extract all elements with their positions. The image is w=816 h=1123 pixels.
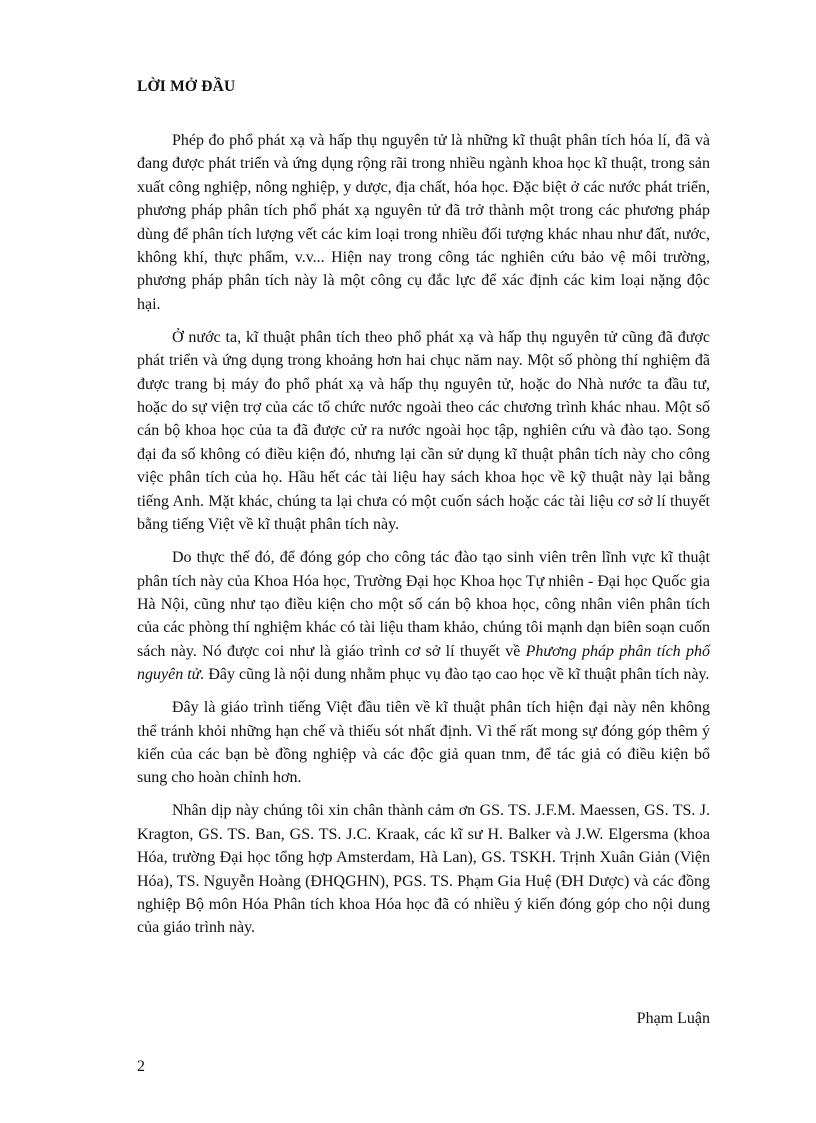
author-signature: Phạm Luận [636, 1010, 710, 1027]
paragraph-2: Ở nước ta, kĩ thuật phân tích theo phổ phát xạ và hấp thụ nguyên tử cũng đã được phát triển và ứng dụng trong khoảng hơn hai chục năm nay. Một số phòng thí nghiệm đã được trang bị máy đo phổ phát xạ và hấp thụ nguyên tử, hoặc do Nhà nước ta đầu tư, hoặc do sự viện trợ của các tổ chức nước ngoài theo các chương trình khác nhau. Một số cán bộ khoa học của ta đã được cử ra nước ngoài học tập, nghiên cứu và đào tạo. Song đại đa số không có điều kiện đó, nhưng lại cần sử dụng kĩ thuật phân tích này cho công việc phân tích của họ. Hầu hết các tài liệu hay sách khoa học về kỹ thuật này lại bằng tiếng Anh. Mặt khác, chúng ta lại chưa có một cuốn sách hoặc các tài liệu cơ sở lí thuyết bằng tiếng Việt về kĩ thuật phân tích này. [137, 328, 710, 534]
paragraph-3-start: Do thực thế đó, để đóng góp cho công tác đào tạo sinh viên trên lĩnh vực kĩ thuật phân tích này của Khoa Hóa học, Trường Đại học Khoa học Tự nhiên - Đại học Quốc gia Hà Nội, cũng như tạo điều kiện cho một số cán bộ khoa học, công nhân viên phân tích của các phòng thí nghiệm khác có tài liệu tham khảo, chúng tôi mạnh dạn biên soạn cuốn sách này. Nó được coi như là giáo trình cơ sở lí thuyết về [137, 549, 710, 660]
paragraph-3 [137, 546, 710, 686]
paragraph-3-end: Đây cũng là nội dung nhằm phục vụ đào tạo cao học về kĩ thuật phân tích này. [204, 666, 710, 684]
book-title-italic: Phương pháp phân tích phổ nguyên tử. [137, 642, 711, 684]
paragraph-5: Nhân dịp này chúng tôi xin chân thành cảm ơn GS. TS. J.F.M. Maessen, GS. TS. J. Kragton, GS. TS. Ban, GS. TS. J.C. Kraak, các kĩ sư H. Balker và J.W. Elgersma (khoa Hóa, trường Đại học tổng hợp Amsterdam, Hà Lan), GS. TSKH. Trịnh Xuân Giản (Viện Hóa), TS. Nguyễn Hoàng (ĐHQGHN), PGS. TS. Phạm Gia Huệ (ĐH Dược) và các đồng nghiệp Bộ môn Hóa Phân tích khoa Hóa học đã có nhiều ý kiến đóng góp cho nội dung của giáo trình này. [137, 802, 710, 937]
page-number: 2 [137, 1058, 145, 1075]
preface-body [137, 129, 710, 940]
paragraph-4: Đây là giáo trình tiếng Việt đầu tiên về kĩ thuật phân tích hiện đại này nên không thể tránh khỏi những hạn chế và thiếu sót nhất định. Vì thế rất mong sự đóng góp thêm ý kiến của các bạn bè đồng nghiệp và các độc giả quan tnm, để tác giả có điều kiện bổ sung cho hoàn chỉnh hơn. [137, 699, 710, 787]
page-title: LỜI MỞ ĐẦU [137, 78, 236, 95]
paragraph-1: Phép đo phổ phát xạ và hấp thụ nguyên tử là những kĩ thuật phân tích hóa lí, đã và đang được phát triển và ứng dụng rộng rãi trong nhiều ngành khoa học kĩ thuật, trong sản xuất công nghiệp, nông nghiệp, y dược, địa chất, hóa học. Đặc biệt ở các nước phát triển, phương pháp phân tích phổ phát xạ nguyên tử đã trở thành một trong các phương pháp dùng để phân tích lượng vết các kim loại trong nhiều đối tượng khác nhau như đất, nước, không khí, thực phẩm, v.v... Hiện nay trong công tác nghiên cứu bảo vệ môi trường, phương pháp phân tích này là một công cụ đắc lực để xác định các kim loại nặng độc hại. [137, 132, 710, 313]
